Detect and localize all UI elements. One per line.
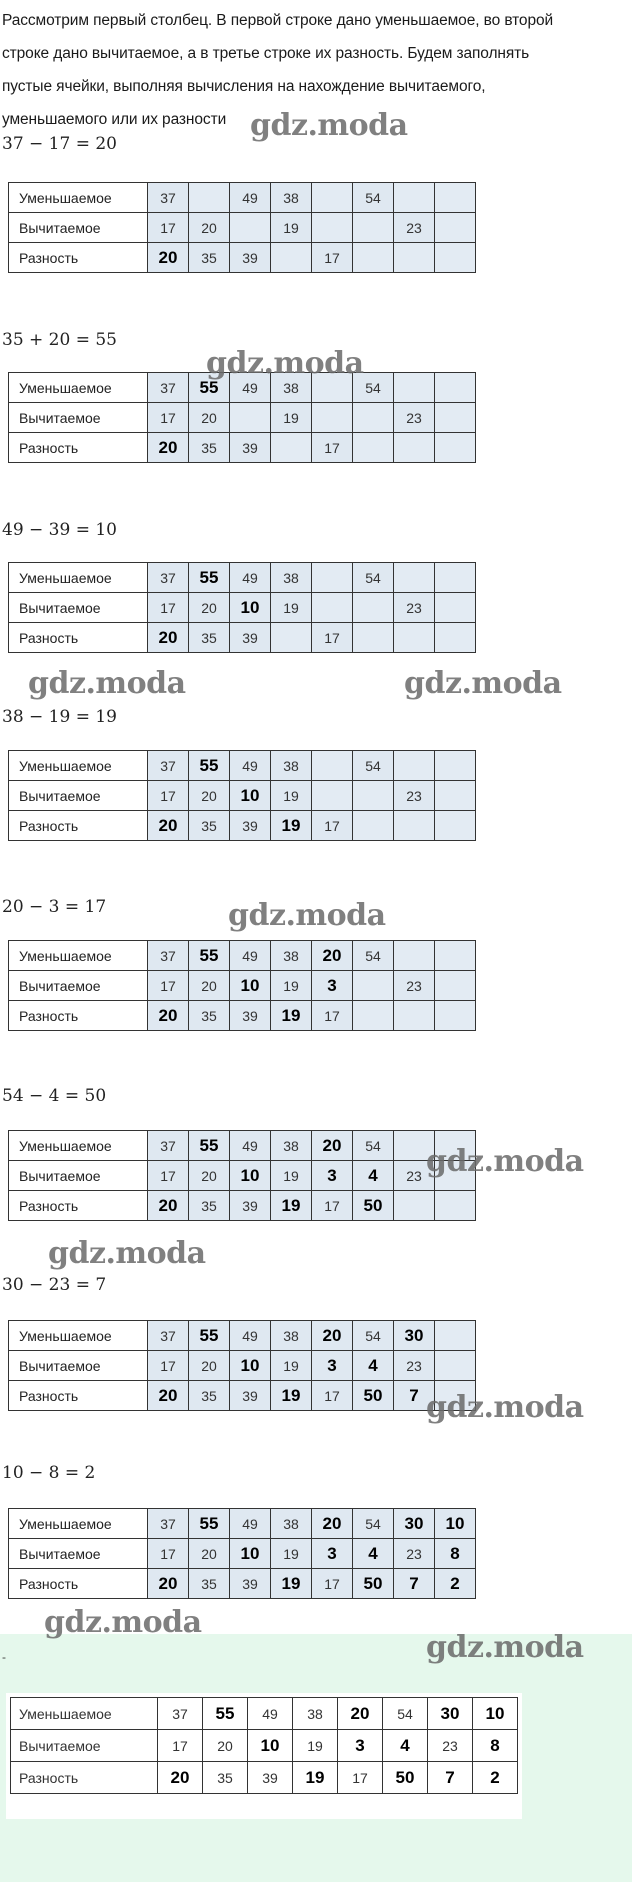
computed-value-cell: 3 <box>312 1539 353 1569</box>
value-cell <box>353 1001 394 1031</box>
value-cell: 54 <box>353 1509 394 1539</box>
step-equation: 38 − 19 = 19 <box>2 707 117 727</box>
step-table <box>8 940 476 1031</box>
computed-value-cell: 10 <box>230 1161 271 1191</box>
computed-value-cell: 19 <box>271 1001 312 1031</box>
value-cell <box>271 623 312 653</box>
row-label: Разность <box>9 243 148 273</box>
row-label: Уменьшаемое <box>9 563 148 593</box>
value-cell: 35 <box>189 243 230 273</box>
row-label: Разность <box>9 1569 148 1599</box>
value-cell: 23 <box>394 403 435 433</box>
computed-value-cell: 20 <box>148 1569 189 1599</box>
value-cell: 54 <box>353 563 394 593</box>
table-row <box>11 1762 518 1794</box>
computed-value-cell: 20 <box>338 1698 383 1730</box>
computed-value-cell: 19 <box>271 1381 312 1411</box>
value-cell: 17 <box>338 1762 383 1794</box>
row-label: Разность <box>9 1001 148 1031</box>
value-cell <box>312 781 353 811</box>
value-cell: 17 <box>312 1191 353 1221</box>
computed-value-cell: 30 <box>394 1321 435 1351</box>
table-row <box>9 941 476 971</box>
computed-value-cell: 20 <box>148 1381 189 1411</box>
value-cell: 54 <box>383 1698 428 1730</box>
value-cell: 20 <box>189 781 230 811</box>
watermark-text: gdz.moda <box>44 1605 202 1640</box>
value-cell <box>312 403 353 433</box>
computed-value-cell: 10 <box>230 971 271 1001</box>
value-cell: 17 <box>148 213 189 243</box>
final-table <box>10 1697 518 1794</box>
computed-value-cell: 10 <box>230 1539 271 1569</box>
computed-value-cell: 19 <box>271 811 312 841</box>
value-cell: 19 <box>271 213 312 243</box>
table-row <box>9 971 476 1001</box>
value-cell: 19 <box>271 403 312 433</box>
computed-value-cell: 20 <box>148 811 189 841</box>
step-table <box>8 1130 476 1221</box>
value-cell: 54 <box>353 1131 394 1161</box>
value-cell: 35 <box>189 1381 230 1411</box>
value-cell: 54 <box>353 1321 394 1351</box>
value-cell: 20 <box>189 593 230 623</box>
value-cell: 38 <box>271 751 312 781</box>
step-equation: 37 − 17 = 20 <box>2 134 117 154</box>
value-cell: 23 <box>394 1351 435 1381</box>
watermark-text: gdz.moda <box>404 666 562 701</box>
value-cell: 49 <box>248 1698 293 1730</box>
value-cell <box>435 941 476 971</box>
value-cell <box>435 213 476 243</box>
watermark-text: gdz.moda <box>206 346 364 381</box>
row-label: Уменьшаемое <box>9 751 148 781</box>
value-cell: 17 <box>148 781 189 811</box>
value-cell <box>230 213 271 243</box>
computed-value-cell: 55 <box>189 563 230 593</box>
value-cell: 37 <box>148 183 189 213</box>
row-label: Вычитаемое <box>9 403 148 433</box>
value-cell: 49 <box>230 1131 271 1161</box>
value-cell: 23 <box>394 781 435 811</box>
value-cell: 20 <box>189 1539 230 1569</box>
value-cell <box>353 971 394 1001</box>
value-cell: 35 <box>189 1001 230 1031</box>
value-cell <box>394 373 435 403</box>
watermark-text: gdz.moda <box>228 898 386 933</box>
computed-value-cell: 20 <box>148 243 189 273</box>
watermark-text: gdz.moda <box>426 1390 584 1425</box>
watermark-text: gdz.moda <box>250 108 408 143</box>
value-cell <box>435 403 476 433</box>
watermark-text: gdz.moda <box>48 1236 206 1271</box>
value-cell <box>312 751 353 781</box>
intro-line: Рассмотрим первый столбец. В первой строке дано уменьшаемое, во второй <box>2 12 554 29</box>
value-cell: 23 <box>394 1539 435 1569</box>
step-equation: 35 + 20 = 55 <box>2 330 117 350</box>
computed-value-cell: 19 <box>271 1569 312 1599</box>
value-cell <box>189 183 230 213</box>
computed-value-cell: 8 <box>473 1730 518 1762</box>
computed-value-cell: 3 <box>312 1351 353 1381</box>
computed-value-cell: 55 <box>189 373 230 403</box>
value-cell: 23 <box>394 213 435 243</box>
computed-value-cell: 30 <box>428 1698 473 1730</box>
value-cell <box>353 243 394 273</box>
row-label: Разность <box>9 1191 148 1221</box>
computed-value-cell: 4 <box>353 1351 394 1381</box>
value-cell: 17 <box>158 1730 203 1762</box>
table-row <box>9 1569 476 1599</box>
value-cell: 20 <box>189 213 230 243</box>
value-cell <box>312 183 353 213</box>
value-cell <box>271 433 312 463</box>
watermark-text: gdz.moda <box>426 1630 584 1665</box>
value-cell <box>435 623 476 653</box>
value-cell <box>353 593 394 623</box>
value-cell: 35 <box>189 433 230 463</box>
table-row <box>9 751 476 781</box>
computed-value-cell: 2 <box>473 1762 518 1794</box>
computed-value-cell: 20 <box>312 941 353 971</box>
value-cell: 37 <box>148 373 189 403</box>
step-table <box>8 182 476 273</box>
value-cell <box>435 373 476 403</box>
value-cell: 39 <box>230 243 271 273</box>
value-cell <box>394 1001 435 1031</box>
value-cell <box>435 243 476 273</box>
value-cell <box>435 971 476 1001</box>
computed-value-cell: 3 <box>312 1161 353 1191</box>
value-cell <box>312 213 353 243</box>
computed-value-cell: 7 <box>394 1569 435 1599</box>
watermark-text: gdz.moda <box>28 666 186 701</box>
value-cell: 49 <box>230 1509 271 1539</box>
value-cell <box>435 183 476 213</box>
table-row <box>9 811 476 841</box>
computed-value-cell: 19 <box>271 1191 312 1221</box>
step-table <box>8 1508 476 1599</box>
value-cell: 49 <box>230 1321 271 1351</box>
table-row <box>9 1161 476 1191</box>
computed-value-cell: 55 <box>189 941 230 971</box>
value-cell <box>353 811 394 841</box>
value-cell <box>394 1191 435 1221</box>
step-table <box>8 750 476 841</box>
value-cell: 38 <box>271 1509 312 1539</box>
value-cell: 38 <box>271 373 312 403</box>
step-equation: 30 − 23 = 7 <box>2 1275 107 1295</box>
table-row <box>9 213 476 243</box>
value-cell: 49 <box>230 183 271 213</box>
value-cell: 39 <box>230 1001 271 1031</box>
table-row <box>9 1001 476 1031</box>
value-cell: 49 <box>230 373 271 403</box>
step-table <box>8 1320 476 1411</box>
row-label: Разность <box>11 1762 158 1794</box>
row-label: Вычитаемое <box>9 971 148 1001</box>
computed-value-cell: 19 <box>293 1762 338 1794</box>
value-cell: 39 <box>248 1762 293 1794</box>
value-cell <box>394 563 435 593</box>
computed-value-cell: 55 <box>189 1321 230 1351</box>
final-answer-card <box>6 1693 522 1819</box>
value-cell: 17 <box>148 1539 189 1569</box>
value-cell <box>435 1001 476 1031</box>
computed-value-cell: 10 <box>248 1730 293 1762</box>
value-cell <box>435 781 476 811</box>
value-cell: 17 <box>312 1001 353 1031</box>
computed-value-cell: 20 <box>312 1131 353 1161</box>
computed-value-cell: 8 <box>435 1539 476 1569</box>
value-cell: 35 <box>189 1569 230 1599</box>
value-cell: 37 <box>148 1509 189 1539</box>
value-cell: 39 <box>230 433 271 463</box>
value-cell <box>435 563 476 593</box>
computed-value-cell: 55 <box>189 751 230 781</box>
table-row <box>9 1539 476 1569</box>
computed-value-cell: 30 <box>394 1509 435 1539</box>
value-cell <box>394 183 435 213</box>
value-cell: 17 <box>312 1381 353 1411</box>
row-label: Вычитаемое <box>11 1730 158 1762</box>
value-cell: 49 <box>230 563 271 593</box>
value-cell: 23 <box>394 1161 435 1191</box>
row-label: Уменьшаемое <box>9 941 148 971</box>
value-cell: 19 <box>293 1730 338 1762</box>
value-cell: 54 <box>353 751 394 781</box>
value-cell: 20 <box>189 1351 230 1381</box>
step-equation: 54 − 4 = 50 <box>2 1086 107 1106</box>
row-label: Разность <box>9 623 148 653</box>
value-cell <box>435 433 476 463</box>
computed-value-cell: 3 <box>338 1730 383 1762</box>
row-label: Уменьшаемое <box>11 1698 158 1730</box>
value-cell: 17 <box>312 623 353 653</box>
step-equation: 20 − 3 = 17 <box>2 897 107 917</box>
value-cell <box>435 751 476 781</box>
value-cell: 17 <box>148 1161 189 1191</box>
table-row <box>9 781 476 811</box>
value-cell <box>394 623 435 653</box>
computed-value-cell: 10 <box>230 781 271 811</box>
value-cell: 20 <box>189 403 230 433</box>
value-cell: 39 <box>230 1381 271 1411</box>
value-cell: 39 <box>230 1569 271 1599</box>
table-row <box>11 1730 518 1762</box>
step-table <box>8 562 476 653</box>
value-cell: 17 <box>148 593 189 623</box>
value-cell: 37 <box>148 941 189 971</box>
value-cell <box>230 403 271 433</box>
value-cell <box>435 811 476 841</box>
value-cell: 49 <box>230 751 271 781</box>
value-cell <box>353 433 394 463</box>
table-row <box>9 433 476 463</box>
value-cell: 38 <box>271 1131 312 1161</box>
value-cell <box>353 213 394 243</box>
value-cell: 19 <box>271 1351 312 1381</box>
value-cell: 20 <box>189 971 230 1001</box>
value-cell <box>394 433 435 463</box>
step-equation: 49 − 39 = 10 <box>2 520 117 540</box>
value-cell: 19 <box>271 1161 312 1191</box>
computed-value-cell: 7 <box>394 1381 435 1411</box>
computed-value-cell: 10 <box>230 593 271 623</box>
value-cell: 39 <box>230 1191 271 1221</box>
value-cell: 17 <box>312 243 353 273</box>
value-cell: 37 <box>148 751 189 781</box>
value-cell: 38 <box>271 183 312 213</box>
row-label: Разность <box>9 433 148 463</box>
computed-value-cell: 4 <box>383 1730 428 1762</box>
value-cell: 19 <box>271 971 312 1001</box>
value-cell <box>435 593 476 623</box>
table-row <box>9 563 476 593</box>
value-cell: 20 <box>189 1161 230 1191</box>
value-cell: 54 <box>353 183 394 213</box>
computed-value-cell: 50 <box>353 1381 394 1411</box>
table-row <box>9 243 476 273</box>
computed-value-cell: 4 <box>353 1539 394 1569</box>
computed-value-cell: 10 <box>473 1698 518 1730</box>
table-row <box>9 1509 476 1539</box>
value-cell <box>394 941 435 971</box>
computed-value-cell: 7 <box>428 1762 473 1794</box>
value-cell: 37 <box>158 1698 203 1730</box>
intro-line: строке дано вычитаемое, а в третье строке их разность. Будем заполнять <box>2 45 530 62</box>
value-cell: 38 <box>271 941 312 971</box>
answer-dash: - <box>2 1650 6 1664</box>
table-row <box>11 1698 518 1730</box>
value-cell: 35 <box>189 811 230 841</box>
computed-value-cell: 20 <box>148 1001 189 1031</box>
value-cell <box>353 403 394 433</box>
step-table <box>8 372 476 463</box>
value-cell: 37 <box>148 563 189 593</box>
value-cell: 38 <box>293 1698 338 1730</box>
value-cell <box>312 593 353 623</box>
row-label: Уменьшаемое <box>9 1131 148 1161</box>
value-cell <box>435 1321 476 1351</box>
computed-value-cell: 20 <box>158 1762 203 1794</box>
table-row <box>9 593 476 623</box>
row-label: Вычитаемое <box>9 593 148 623</box>
row-label: Уменьшаемое <box>9 373 148 403</box>
computed-value-cell: 55 <box>203 1698 248 1730</box>
watermark-text: gdz.moda <box>426 1144 584 1179</box>
row-label: Уменьшаемое <box>9 1321 148 1351</box>
value-cell <box>394 243 435 273</box>
row-label: Вычитаемое <box>9 1351 148 1381</box>
value-cell: 38 <box>271 563 312 593</box>
value-cell: 17 <box>312 1569 353 1599</box>
row-label: Вычитаемое <box>9 1161 148 1191</box>
value-cell: 35 <box>189 1191 230 1221</box>
step-equation: 10 − 8 = 2 <box>2 1463 96 1483</box>
table-row <box>9 1351 476 1381</box>
computed-value-cell: 55 <box>189 1131 230 1161</box>
value-cell: 54 <box>353 941 394 971</box>
value-cell: 39 <box>230 623 271 653</box>
table-row <box>9 183 476 213</box>
value-cell: 35 <box>203 1762 248 1794</box>
value-cell: 37 <box>148 1321 189 1351</box>
value-cell: 17 <box>312 433 353 463</box>
computed-value-cell: 20 <box>312 1509 353 1539</box>
value-cell <box>312 563 353 593</box>
intro-line: пустые ячейки, выполняя вычисления на нахождение вычитаемого, <box>2 78 486 95</box>
intro-line: уменьшаемого или их разности <box>2 111 227 128</box>
value-cell: 37 <box>148 1131 189 1161</box>
computed-value-cell: 20 <box>148 623 189 653</box>
value-cell: 38 <box>271 1321 312 1351</box>
computed-value-cell: 50 <box>353 1569 394 1599</box>
row-label: Уменьшаемое <box>9 1509 148 1539</box>
value-cell: 17 <box>312 811 353 841</box>
computed-value-cell: 20 <box>148 1191 189 1221</box>
value-cell: 23 <box>394 971 435 1001</box>
value-cell <box>435 1351 476 1381</box>
value-cell <box>435 1191 476 1221</box>
value-cell: 19 <box>271 781 312 811</box>
table-row <box>9 1191 476 1221</box>
value-cell: 20 <box>203 1730 248 1762</box>
table-row <box>9 403 476 433</box>
table-row <box>9 1381 476 1411</box>
computed-value-cell: 10 <box>230 1351 271 1381</box>
value-cell <box>394 751 435 781</box>
computed-value-cell: 4 <box>353 1161 394 1191</box>
value-cell: 17 <box>148 403 189 433</box>
computed-value-cell: 3 <box>312 971 353 1001</box>
value-cell: 17 <box>148 971 189 1001</box>
value-cell: 39 <box>230 811 271 841</box>
table-row <box>9 1321 476 1351</box>
row-label: Разность <box>9 811 148 841</box>
row-label: Вычитаемое <box>9 213 148 243</box>
computed-value-cell: 20 <box>312 1321 353 1351</box>
row-label: Вычитаемое <box>9 1539 148 1569</box>
value-cell: 35 <box>189 623 230 653</box>
value-cell: 49 <box>230 941 271 971</box>
table-row <box>9 1131 476 1161</box>
value-cell <box>353 623 394 653</box>
computed-value-cell: 50 <box>353 1191 394 1221</box>
value-cell: 23 <box>428 1730 473 1762</box>
computed-value-cell: 20 <box>148 433 189 463</box>
computed-value-cell: 10 <box>435 1509 476 1539</box>
computed-value-cell: 55 <box>189 1509 230 1539</box>
table-row <box>9 623 476 653</box>
row-label: Вычитаемое <box>9 781 148 811</box>
value-cell: 23 <box>394 593 435 623</box>
row-label: Уменьшаемое <box>9 183 148 213</box>
value-cell: 19 <box>271 1539 312 1569</box>
value-cell <box>353 781 394 811</box>
computed-value-cell: 50 <box>383 1762 428 1794</box>
value-cell <box>271 243 312 273</box>
value-cell: 17 <box>148 1351 189 1381</box>
value-cell: 54 <box>353 373 394 403</box>
value-cell <box>394 811 435 841</box>
row-label: Разность <box>9 1381 148 1411</box>
value-cell: 19 <box>271 593 312 623</box>
computed-value-cell: 2 <box>435 1569 476 1599</box>
